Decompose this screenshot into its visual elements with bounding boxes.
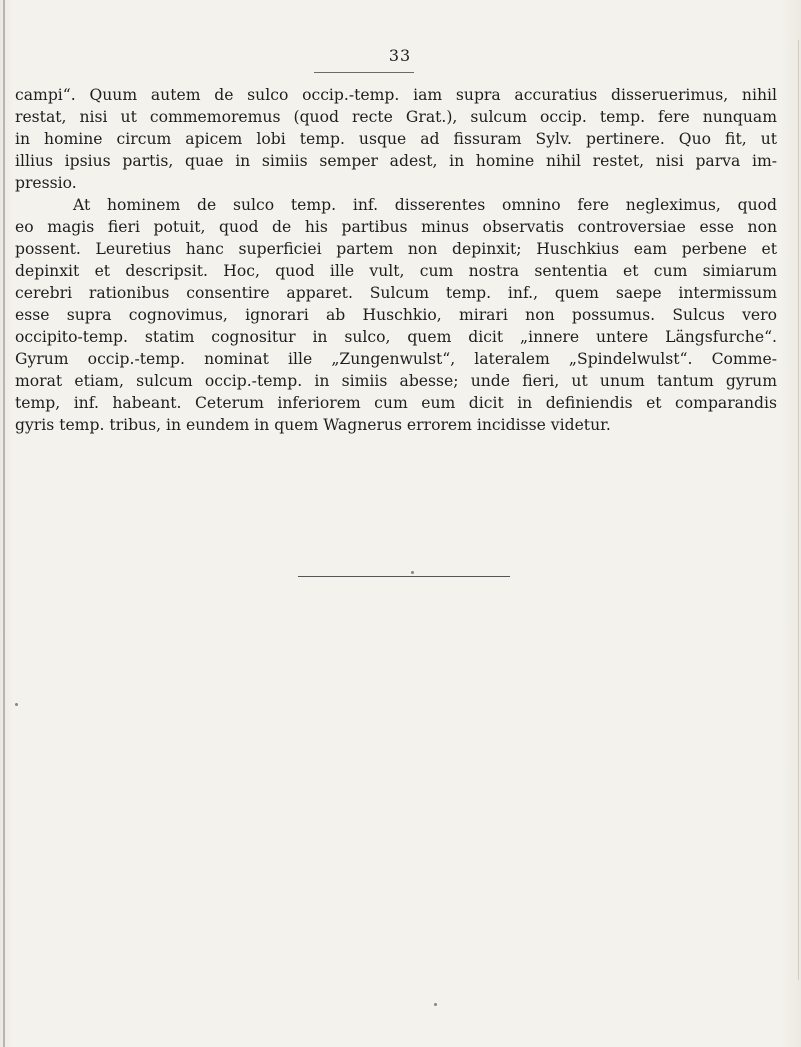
page-number: 33 [388,46,412,65]
paper-speck [411,571,414,574]
header-rule [314,72,414,73]
paper-speck [15,703,18,706]
text-line: in homine circum apicem lobi temp. usque ad fissuram Sylv. pertinere. Quo fit, ut [15,130,777,148]
text-line: occipito-temp. statim cognositur in sulco, quem dicit „innere untere Längsfurche“. [15,328,777,346]
text-line: cerebri rationibus consentire apparet. Sulcum temp. inf., quem saepe intermissum [15,284,777,302]
text-line: restat, nisi ut commemoremus (quod recte Grat.), sulcum occip. temp. fere nunquam [15,108,777,126]
text-line: illius ipsius partis, quae in simiis semper adest, in homine nihil restet, nisi parva im- [15,152,777,170]
text-line: Gyrum occip.-temp. nominat ille „Zungenwulst“, lateralem „Spindelwulst“. Comme- [15,350,777,368]
text-line: morat etiam, sulcum occip.-temp. in simiis abesse; unde fieri, ut unum tantum gyrum [15,372,777,390]
text-line: esse supra cognovimus, ignorari ab Huschkio, mirari non possumus. Sulcus vero [15,306,777,324]
paragraph-start-line: At hominem de sulco temp. inf. disserentes omnino fere negleximus, quod [73,196,777,214]
page-right-edge [798,40,799,980]
paragraph-end-line: gyris temp. tribus, in eundem in quem Wagnerus errorem incidisse videtur. [15,416,611,434]
section-end-rule [298,576,510,577]
text-line: temp, inf. habeant. Ceterum inferiorem cum eum dicit in definiendis et comparandis [15,394,777,412]
text-line: depinxit et descripsit. Hoc, quod ille vult, cum nostra sententia et cum simiarum [15,262,777,280]
paragraph-end-line: pressio. [15,174,77,192]
text-line: possent. Leuretius hanc superficiei partem non depinxit; Huschkius eam perbene et [15,240,777,258]
text-line: eo magis fieri potuit, quod de his partibus minus observatis controversiae esse non [15,218,777,236]
body-text [15,84,777,436]
paper-speck [434,1003,437,1006]
text-line: campi“. Quum autem de sulco occip.-temp. iam supra accuratius disseruerimus, nihil [15,86,777,104]
page-left-edge [3,0,5,1047]
